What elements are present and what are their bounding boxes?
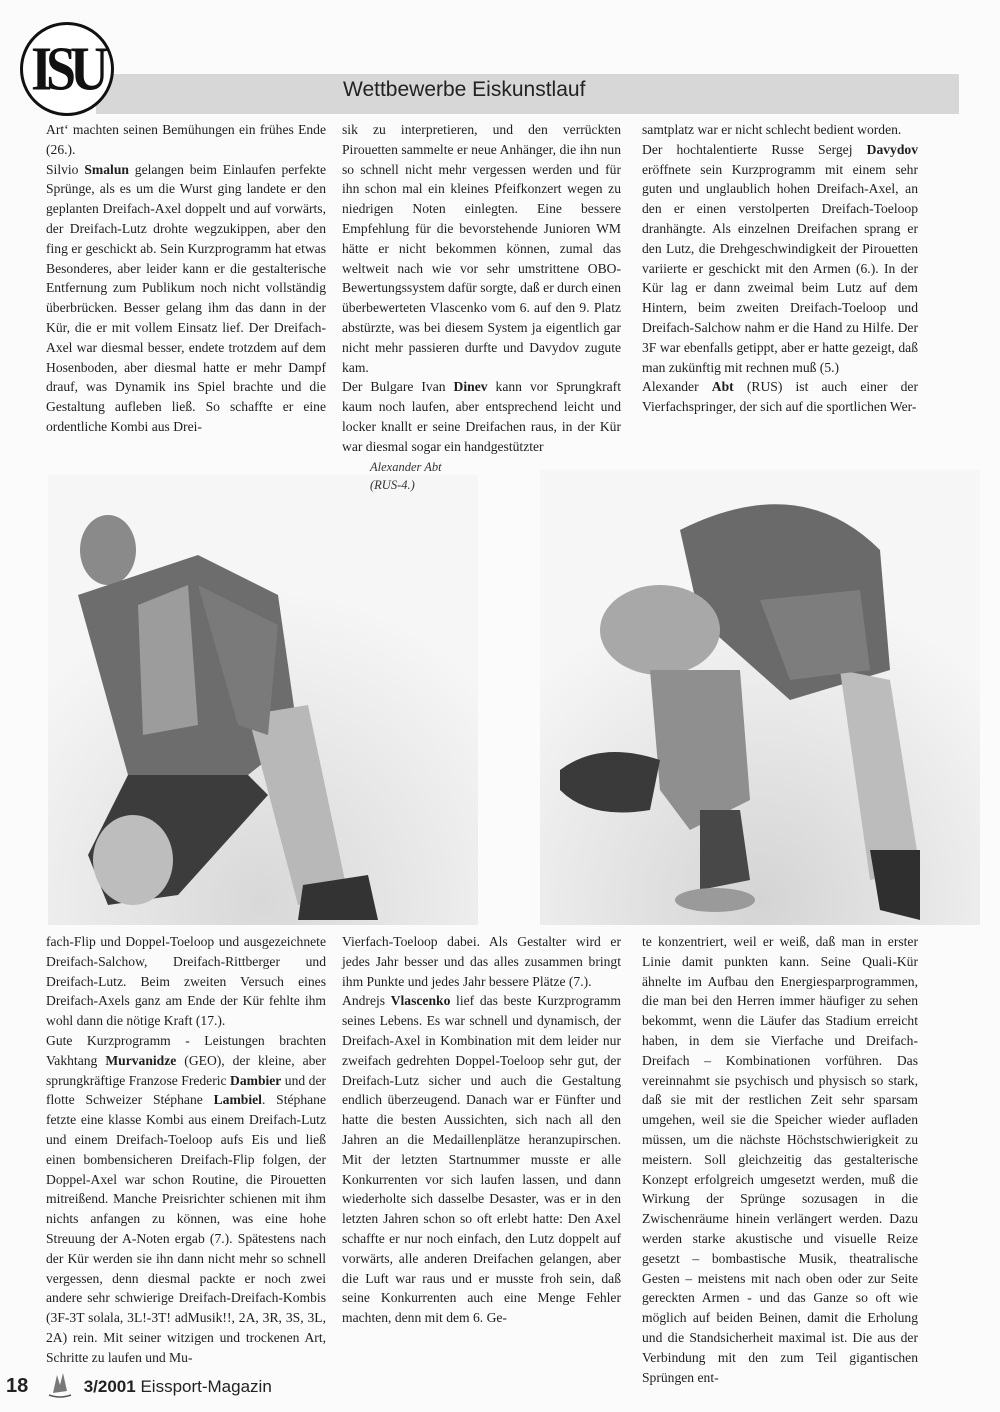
section-title: Wettbewerbe Eiskunstlauf	[343, 78, 586, 101]
skater-name: Dambier	[230, 1072, 282, 1088]
skater-name: Vlascenko	[390, 993, 451, 1009]
page-footer	[6, 1371, 272, 1404]
article-column-top-1	[46, 120, 326, 437]
isu-logo: ISU	[20, 22, 114, 116]
text-run: Silvio	[46, 161, 85, 177]
paragraph	[46, 120, 326, 160]
text-run: sik zu interpretieren, und den verrückten Pirouetten sammelte er neue Anhänger, die ihn nun so schnell nicht mehr vergessen werden und für ihn schon mal ein kleines Pfeifkonzert wegen zu niedrigen Noten einlegten. Eine bessere Empfehlung für die bevorstehende Junioren WM hätte er nicht bekommen können, zumal das weltweit nach wie vor sehr umstrittene OBO-Bewertungssystem dafür sorgte, daß er durch einen überbewerteten Vlascenko vom 6. auf den 9. Platz abstürzte, was bei diesem System ja eigentlich gar nicht mehr passieren durfte und Davydov zugute kam.	[342, 122, 621, 375]
skater-name: Abt	[711, 379, 734, 395]
skater-name: Smalun	[84, 161, 129, 177]
article-column-top-2	[342, 120, 621, 457]
article-column-top-3	[642, 120, 918, 417]
paragraph	[642, 932, 918, 1387]
skater-logo-icon	[47, 1371, 73, 1404]
text-run: fach-Flip und Doppel-Toeloop und ausgezeichnete Dreifach-Salchow, Dreifach-Rittberger und Dreifach-Lutz. Beim zweiten Versuch eines Dreifach-Axels ganz am Ende der Kür fehlte ihm wohl dann die nötige Kraft (17.).	[46, 934, 326, 1029]
text-run: eröffnete sein Kurzprogramm mit einem sehr guten und unglaublich hohen Dreifach-Axel, an den er einen verstolperten Dreifach-Toeloop dranhängte. Als einzelnen Dreifachen sprang er den Lutz, die Drehgeschwindigkeit der Pirouetten variierte er geschickt mit den Armen (6.). In der Kür lag er dann zweimal beim Lutz auf dem Hintern, beim zweiten Dreifach-Toeloop und Dreifach-Salchow nahm er die Hand zu Hilfe. Der 3F war ebenfalls getippt, aber er hatte gezeigt, daß man zukünftig mit rechnen muß (5.)	[642, 161, 918, 375]
paragraph	[342, 377, 621, 456]
text-run: Vierfach-Toeloop dabei. Als Gestalter wird er jedes Jahr besser und das alles zusammen bringt ihm Punkte und jedes Jahr bessere Plätze (7.).	[342, 934, 621, 989]
text-run: kann vor Sprungkraft kaum noch laufen, aber entsprechend leicht und locker knallt er seine Dreifachen raus, in der Kür war diesmal sogar ein handgestützter	[342, 379, 621, 454]
text-run: gelangen beim Einlaufen perfekte Sprünge, als es um die Wurst ging landete er den geplanten Dreifach-Axel doppelt und auf vorwärts, der Dreifach-Lutz drohte wegzukippen, aber den fing er geschickt ab. Sein Kurzprogramm hat etwas Besonderes, aber leider kann er die gestalterische Entfernung zum Publikum noch nicht vollständig überbrücken. Besser gelang ihm das dann in der Kür, die er mit vollem Einsatz lief. Der Dreifach-Axel war diesmal besser, endete trotzdem auf dem Hosenboden, aber diesmal hatte er mehr Dampf drauf, was Dynamik ins Spiel brachte und die Gestaltung aufleben ließ. So schaffte er eine ordentliche Kombi aus Drei-	[46, 161, 326, 434]
text-run: te konzentriert, weil er weiß, daß man in erster Linie damit punkten kann. Seine Quali-Kür ähnelte im Aufbau den Energiesparprogrammen, die man bei den Herren immer häufiger zu sehen bekommt, wenn die Läufer das Stadium erreicht haben, in dem sie Vierfache und Dreifach-Dreifach – Kombinationen vorführen. Das vereinnahmt sie psychisch und physisch so stark, daß sie mit der restlichen Zeit sehr sparsam umgehen, weil sie die Speicher wieder aufladen müssen, um die nächste Höchstschwierigkeit zu meistern. Soll gleichzeitig das gestalterische Konzept erfolgreich umgesetzt werden, muß die Wirkung der Sprünge sozusagen in die Zwischenräume hinein verlängert werden. Dazu werden starke akustische und visuelle Reize gesetzt – bombastische Musik, theatralische Gesten – meistens mit nach oben oder zur Seite gereckten Armen - und das Ganze so oft wie möglich auf beiden Beinen, damit die Erholung und die Standsicherheit maximal ist. Die aus der Verbindung mit den zum Teil gigantischen Sprüngen ent-	[642, 934, 918, 1385]
paragraph	[642, 120, 918, 140]
skater-name: Dinev	[453, 379, 488, 395]
text-run: lief das beste Kurzprogramm seines Lebens. Es war schnell und dynamisch, der Dreifach-Axel in Kombination mit dem leider nur zweifach gedrehten Doppel-Toeloop sehr gut, der Dreifach-Lutz sicher und auch die Gestaltung endlich überzeugend. Danach war er Fünfter und hatte die besten Aussichten, sich nach all den Jahren an die Medaillenplätze heranzupirschen. Mit der letzten Startnummer musste er alle Konkurrenten vor sich laufen lassen, und dann wiederholte sich dasselbe Desaster, was er in den letzten Jahren schon so oft erlebt hatte: Den Axel schaffte er nur noch einfach, den Lutz doppelt auf vorwärts, alle anderen Dreifachen gelangen, aber die Luft war raus und er musste froh sein, daß seine Konkurrenten auch eine Menge Fehler machten, denn mit dem 6. Ge-	[342, 993, 621, 1326]
skater-name: Lambiel	[213, 1092, 262, 1108]
text-run: (RUS) ist auch einer der Vierfachspringer, der sich auf die sportlichen Wer-	[642, 379, 918, 415]
photo-caption	[370, 458, 442, 494]
caption-name: Alexander Abt	[370, 460, 442, 474]
text-run: samtplatz war er nicht schlecht bedient worden.	[642, 122, 902, 137]
text-run: Der Bulgare Ivan	[342, 379, 454, 395]
paragraph	[342, 991, 621, 1328]
paragraph	[342, 932, 621, 991]
paragraph	[642, 377, 918, 417]
paragraph	[46, 160, 326, 437]
paragraph	[642, 140, 918, 378]
text-run: Andrejs	[342, 993, 391, 1009]
article-column-bottom-3	[642, 932, 918, 1387]
article-column-bottom-2	[342, 932, 621, 1328]
article-column-bottom-1	[46, 932, 326, 1368]
paragraph	[46, 1031, 326, 1368]
skater-name: Murvanidze	[105, 1052, 177, 1068]
text-run: Gute Kurzprogramm - Leistungen brachten Vakhtang	[46, 1032, 326, 1068]
paragraph	[342, 120, 621, 377]
text-run: (GEO), der kleine, aber sprungkräftige Franzose Frederic	[46, 1052, 326, 1088]
text-run: . Stéphane fetzte eine klasse Kombi aus einem Dreifach-Lutz und einem Dreifach-Toeloop aufs Eis und ließ einen bombensicheren Dreifach-Flip folgen, der Doppel-Axel war schon Routine, die Pirouetten mitreißend. Manche Preisrichter schienen mit ihm nichts anfangen zu können, was eine hohe Streuung der A-Noten ergab (7.). Spätestens nach der Kür werden sie ihn dann nicht mehr so schnell vergessen, denn diesmal packte er noch zwei andere sehr schwierige Dreifach-Dreifach-Kombis (3F-3T solala, 3L!-3T! adMusik!!, 2A, 3R, 3S, 3L, 2A) rein. Mit seiner witzigen und trockenen Art, Schritte zu laufen und Mu-	[46, 1092, 326, 1365]
text-run: und der flotte Schweizer Stéphane	[46, 1072, 327, 1108]
text-run: Der hochtalentierte Russe Sergej	[642, 141, 867, 157]
paragraph	[46, 932, 326, 1031]
skater-photo-right	[540, 470, 980, 925]
caption-country: (RUS-4.)	[370, 478, 415, 492]
text-run: Alexander	[642, 379, 712, 395]
skater-name: Davydov	[866, 141, 918, 157]
skater-photo-left	[48, 475, 478, 925]
issue-number: 3/2001	[83, 1376, 136, 1396]
page-number: 18	[6, 1374, 29, 1397]
text-run: Art‘ machten seinen Bemühungen ein frühes Ende (26.).	[46, 122, 326, 157]
magazine-name: Eissport-Magazin	[140, 1376, 272, 1396]
